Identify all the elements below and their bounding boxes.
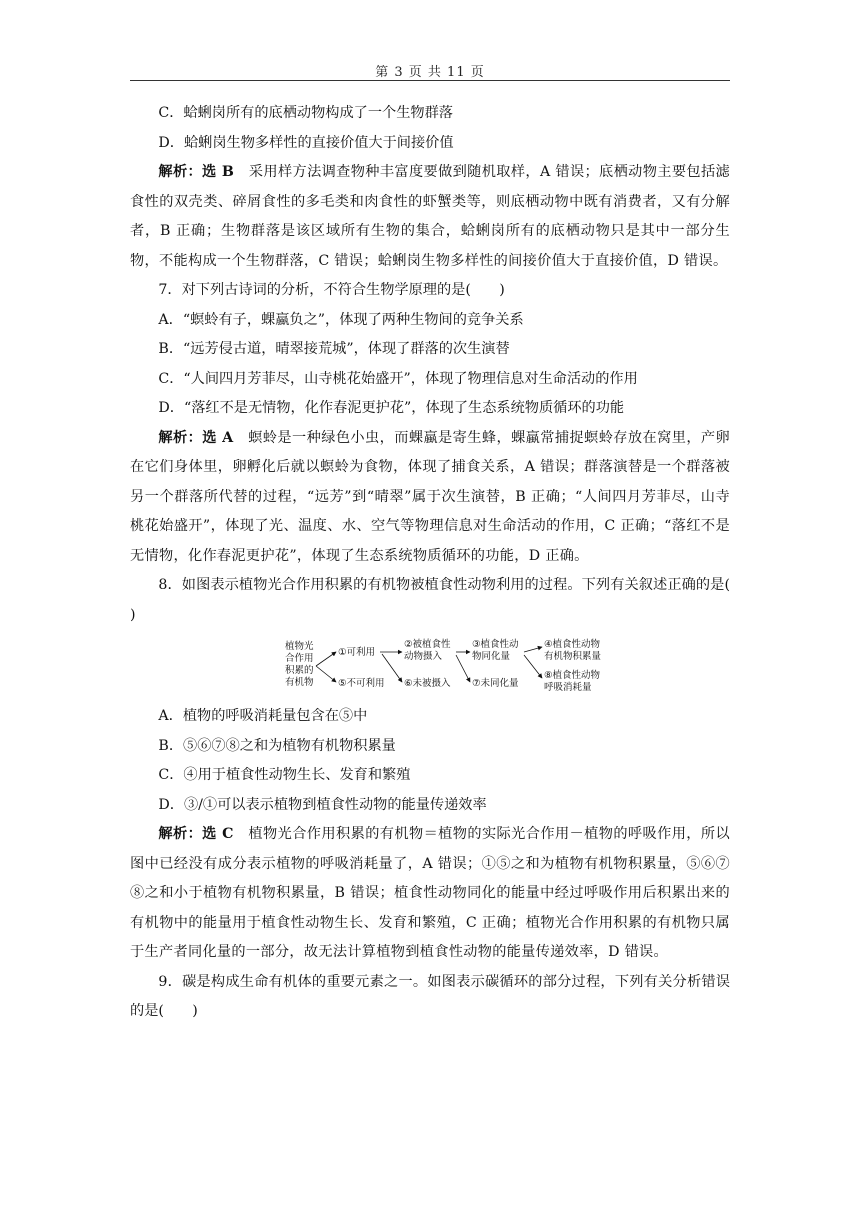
q6-solution [130, 158, 730, 276]
q7-solution-label: 解析：选 A [158, 429, 234, 446]
q7-option-a: A．“螟蛉有子，蜾蠃负之”，体现了两种生物间的竞争关系 [158, 311, 524, 328]
node-7: ⑦未同化量 [472, 678, 519, 689]
node-1: ①可利用 [338, 647, 376, 658]
arrow-to-n1 [316, 652, 336, 666]
q7-option-c: C．“人间四月芳菲尽，山寺桃花始盛开”，体现了物理信息对生命活动的作用 [158, 370, 638, 387]
q8-solution-text: 植物光合作用积累的有机物＝植物的实际光合作用－植物的呼吸作用，所以图中已经没有成分表示植物的呼吸消耗量了，A 错误；①⑤之和为植物有机物积累量，⑤⑥⑦⑧之和小于植物有机物积累量，B 错误；植食性动物同化的能量中经过呼吸作用后积累出来的有机物中的能量用于植食性动物生长、发育和繁殖，C 正确；植物光合作用积累的有机物只属于生产者同化量的一部分，故无法计算植物到植食性动物的能量传递效率，D 错误。 [130, 826, 730, 960]
q8-stem: 8．如图表示植物光合作用积累的有机物被植食性动物利用的过程。下列有关叙述正确的是( ) [130, 577, 759, 623]
arrow-to-n5 [316, 666, 336, 682]
node-source: 植物光合作用积累的有机物 [285, 641, 314, 688]
q7-option-d: D．“落红不是无情物，化作春泥更护花”，体现了生态系统物质循环的功能 [158, 400, 625, 416]
q7-solution-text: 螟蛉是一种绿色小虫，而蜾蠃是寄生蜂，蜾蠃常捕捉螟蛉存放在窝里，产卵在它们身体里，卵孵化后就以螟蛉为食物，体现了捕食关系，A 错误；群落演替是一个群落被另一个群落所代替的过程，“远芳”到“晴翠”属于次生演替，B 正确；“人间四月芳菲尽，山寺桃花始盛开”，体现了光、温度、水、空气等物理信息对生命活动的作用，C 正确；“落红不是无情物，化作春泥更护花”，体现了生态系统物质循环的功能，D 正确。 [130, 429, 731, 564]
q8-solution [130, 820, 730, 968]
page-number: 第 3 页 共 11 页 [375, 65, 485, 80]
node-8: ⑧植食性动物呼吸消耗量 [544, 670, 601, 693]
arrow-to-n8 [524, 655, 542, 678]
node-4: ④植食性动物有机物积累量 [544, 639, 602, 662]
energy-flow-diagram [130, 638, 730, 696]
node-5: ⑤不可利用 [338, 678, 385, 689]
q8-solution-label: 解析：选 C [158, 826, 234, 842]
arrow-to-n7 [456, 655, 470, 682]
q8-option-a: A．植物的呼吸消耗量包含在⑤中 [158, 708, 368, 724]
q8-option-b: B．⑤⑥⑦⑧之和为植物有机物积累量 [158, 737, 396, 754]
q7-stem: 7．对下列古诗词的分析，不符合生物学原理的是( ) [158, 282, 505, 298]
q8-option-c: C．④用于植食性动物生长、发育和繁殖 [158, 767, 411, 783]
arrow-to-n4 [524, 647, 542, 652]
q9-stem: 9．碳是构成生命有机体的重要元素之一。如图表示碳循环的部分过程，下列有关分析错误的是( ) [130, 973, 730, 1019]
q6-option-d: D．蛤蜊岗生物多样性的直接价值大于间接价值 [158, 134, 454, 151]
arrow-to-n6 [382, 654, 402, 682]
page-content [130, 99, 759, 1027]
node-3: ③植食性动物同化量 [472, 639, 519, 662]
node-2: ②被植食性动物摄入 [404, 639, 451, 662]
q8-option-d: D．③/①可以表示植物到植食性动物的能量传递效率 [158, 796, 487, 813]
header-rule [130, 80, 730, 81]
energy-flow-svg [130, 638, 730, 696]
q6-solution-text: 采用样方法调查物种丰富度要做到随机取样，A 错误；底栖动物主要包括滤食性的双壳类、碎屑食性的多毛类和肉食性的虾蟹类等，则底栖动物中既有消费者，又有分解者，B 正确；生物群落是该区域所有生物的集合，蛤蜊岗所有的底栖动物只是其中一部分生物，不能构成一个生物群落，C 错误；蛤蜊岗生物多样性的间接价值大于直接价值，D 错误。 [130, 164, 730, 269]
node-6: ⑥未被摄入 [404, 678, 451, 689]
q7-option-b: B．“远芳侵古道，晴翠接荒城”，体现了群落的次生演替 [158, 341, 510, 357]
q6-solution-label: 解析：选 B [158, 164, 235, 180]
q6-option-c: C．蛤蜊岗所有的底栖动物构成了一个生物群落 [158, 105, 453, 121]
q7-solution [130, 424, 730, 572]
